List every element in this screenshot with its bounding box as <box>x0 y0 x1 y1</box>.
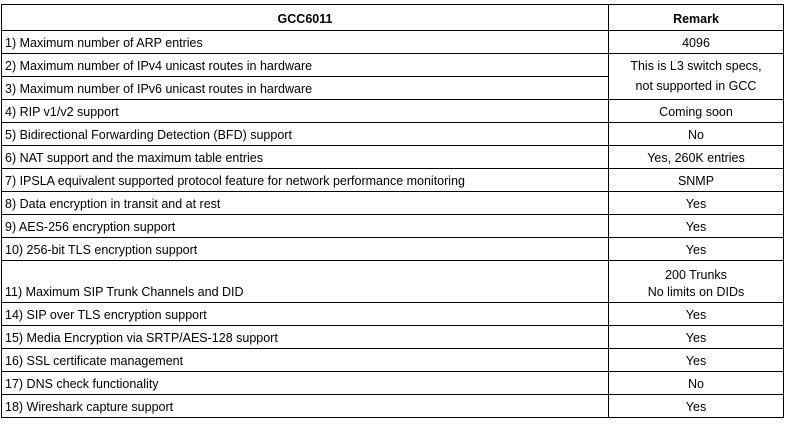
table-row <box>2 31 784 54</box>
remark-text: Yes <box>685 243 707 257</box>
feature-cell: 17) DNS check functionality <box>2 372 609 395</box>
remark-cell <box>609 100 784 123</box>
remark-text: Yes <box>685 197 707 211</box>
remark-cell <box>609 326 784 349</box>
remark-text: Yes, 260K entries <box>647 151 745 165</box>
remark-text: not supported in GCC <box>635 79 757 93</box>
feature-cell: 10) 256-bit TLS encryption support <box>2 238 609 261</box>
remark-cell <box>609 54 784 100</box>
feature-cell: 6) NAT support and the maximum table entries <box>2 146 609 169</box>
table-row <box>2 100 784 123</box>
remark-text: Yes <box>685 331 707 345</box>
remark-text: This is L3 switch specs, <box>630 59 762 73</box>
feature-cell: 9) AES-256 encryption support <box>2 215 609 238</box>
remark-text: Yes <box>685 354 707 368</box>
remark-text: No limits on DIDs <box>647 285 745 299</box>
remark-cell <box>609 261 784 303</box>
remark-cell <box>609 372 784 395</box>
table-row <box>2 349 784 372</box>
remark-text: SNMP <box>677 174 715 188</box>
table-row <box>2 326 784 349</box>
feature-cell: 14) SIP over TLS encryption support <box>2 303 609 326</box>
feature-cell: 2) Maximum number of IPv4 unicast routes in hardware <box>2 54 609 77</box>
remark-cell <box>609 349 784 372</box>
remark-text: No <box>688 128 704 142</box>
remark-cell <box>609 169 784 192</box>
remark-cell <box>609 123 784 146</box>
remark-text: 200 Trunks <box>665 268 727 282</box>
spec-table <box>1 4 784 418</box>
table-row <box>2 169 784 192</box>
feature-cell: 18) Wireshark capture support <box>2 395 609 418</box>
column-header-remark: Remark <box>609 5 784 31</box>
table-row <box>2 303 784 326</box>
table-row <box>2 238 784 261</box>
table-row <box>2 192 784 215</box>
table-row <box>2 54 784 77</box>
feature-cell: 8) Data encryption in transit and at rest <box>2 192 609 215</box>
remark-text: Yes <box>685 220 707 234</box>
table-row <box>2 372 784 395</box>
remark-text: 4096 <box>682 36 710 50</box>
feature-cell: 3) Maximum number of IPv6 unicast routes in hardware <box>2 77 609 100</box>
feature-cell: 4) RIP v1/v2 support <box>2 100 609 123</box>
remark-cell <box>609 303 784 326</box>
remark-cell <box>609 146 784 169</box>
table-row <box>2 123 784 146</box>
remark-cell <box>609 238 784 261</box>
remark-text: Yes <box>685 308 707 322</box>
remark-cell <box>609 192 784 215</box>
remark-cell <box>609 215 784 238</box>
remark-text: No <box>688 377 704 391</box>
remark-text: Yes <box>685 400 707 414</box>
remark-cell <box>609 395 784 418</box>
remark-text: Coming soon <box>659 105 733 119</box>
table-row <box>2 261 784 303</box>
table-row <box>2 215 784 238</box>
feature-cell: 11) Maximum SIP Trunk Channels and DID <box>2 261 609 303</box>
feature-cell: 5) Bidirectional Forwarding Detection (BFD) support <box>2 123 609 146</box>
table-header-row <box>2 5 784 31</box>
column-header-feature: GCC6011 <box>2 5 609 31</box>
feature-cell: 1) Maximum number of ARP entries <box>2 31 609 54</box>
feature-cell: 15) Media Encryption via SRTP/AES-128 support <box>2 326 609 349</box>
table-row <box>2 395 784 418</box>
feature-cell: 7) IPSLA equivalent supported protocol feature for network performance monitoring <box>2 169 609 192</box>
feature-cell: 16) SSL certificate management <box>2 349 609 372</box>
table-row <box>2 146 784 169</box>
remark-cell <box>609 31 784 54</box>
